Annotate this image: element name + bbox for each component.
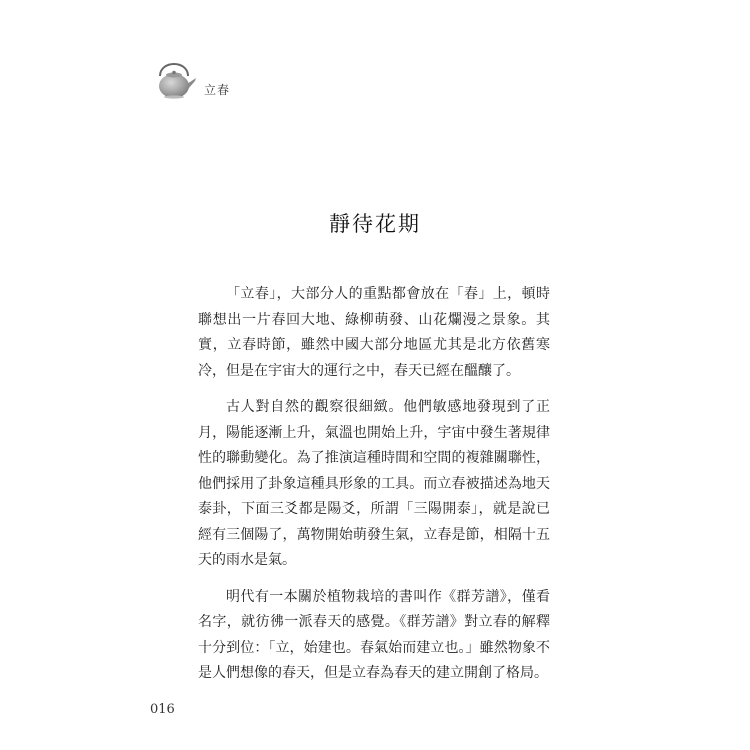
teapot-icon [150,54,198,102]
page-number: 016 [150,702,175,717]
paragraph-3: 明代有一本關於植物栽培的書叫作《群芳譜》，僅看名字，就彷彿一派春天的感覺。《群芳譜》對立春的解釋十分到位：「立，始建也。春氣始而建立也。」雖然物象不是人們想像的春天，但是立春為春天的建立開創了格局。 [198,588,550,681]
paragraph-2: 古人對自然的觀察很細緻。他們敏感地發現到了正月，陽能逐漸上升，氣溫也開始上升，宇宙中發生著規律性的聯動變化。為了推演這種時間和空間的複雜關聯性，他們採用了卦象這種具形象的工具。而立春被描述為地天泰卦，下面三爻都是陽爻，所謂「三陽開泰」，就是說已經有三個陽了，萬物開始萌發生氣，立春是節，相隔十五天的雨水是氣。 [198,399,550,568]
chapter-title: 靜待花期 [329,212,421,236]
paragraph-1: 「立春」，大部分人的重點都會放在「春」上，頓時聯想出一片春回大地、綠柳萌發、山花爛漫之景象。其實，立春時節，雖然中國大部分地區尤其是北方依舊寒冷，但是在宇宙大的運行之中，春天已經在醞釀了。 [198,286,550,379]
body-text [198,282,550,698]
section-label: 立春 [204,82,231,97]
running-header [150,52,230,104]
